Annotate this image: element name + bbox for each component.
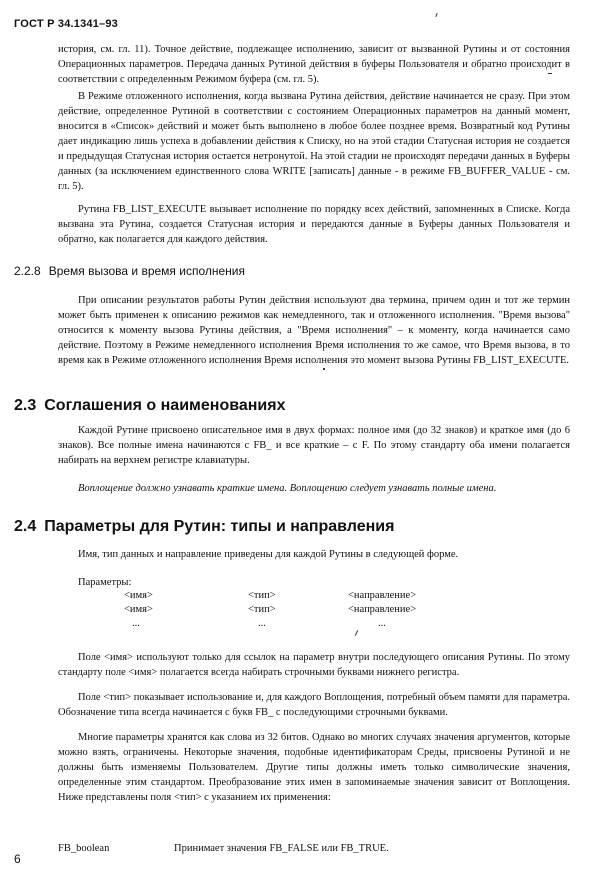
type-name: FB_boolean: [58, 843, 110, 854]
params-table: [124, 590, 416, 632]
section-title: Параметры для Рутин: типы и направления: [44, 518, 395, 535]
paragraph: При описании результатов работы Рутин действия используют два термина, причем один и тот же термин может быть применен к описанию режимов как немедленного, так и отложенного исполнения. "Время вызова" относится к моменту вызова Рутины действия, а "Время исполнения" – к моменту, когда начинается само действие. Поэтому в Режиме немедленного исполнения Время исполнения то же самое, что Время вызова, в то время как в Режиме отложенного исполнения Время исполнения это момент вызова Рутины FB_LIST_EXECUTE.: [58, 295, 570, 366]
section-heading: [14, 264, 245, 278]
paragraph: Поле <имя> используют только для ссылок на параметр внутри последующего описания Рутины. По этому стандарту поле <имя> полагается всегда набирать строчными буквами нижнего регистра.: [58, 652, 570, 678]
paragraph: Поле <тип> показывает использование и, для каждого Воплощения, потребный объем памяти для параметра. Обозначение типа всегда начинается с букв FB_ с последующими строчными буквами.: [58, 692, 570, 718]
param-name: <имя>: [124, 604, 153, 615]
param-name: <имя>: [124, 590, 153, 601]
section-number: 2.3: [14, 397, 37, 414]
paragraph: Воплощение должно узнавать краткие имена. Воплощению следует узнавать полные имена.: [78, 483, 497, 494]
params-block: [78, 576, 570, 632]
section-heading: [14, 397, 285, 415]
scan-mark: [435, 13, 437, 17]
section-heading: [14, 518, 394, 536]
paragraph: Каждой Рутине присвоено описательное имя в двух формах: полное имя (до 32 знаков) и краткое имя (до 6 знаков). Все полные имена начинаются с FB_ и все краткие – с F. По этому стандарту оба имени полагается набирать на верхнем регистре клавиатуры.: [58, 425, 570, 466]
table-row: [124, 590, 416, 604]
paragraph: Имя, тип данных и направление приведены для каждой Рутины в следующей форме.: [78, 549, 459, 560]
paragraph: Многие параметры хранятся как слова из 32 битов. Однако во многих случаях значения аргументов, которые можно взять, ограничены. Некоторые значения, подобные идентификаторам Среды, присвоены Рутиной и не должны быть изменяемы Пользователем. Другие типы должны иметь только символические значения, определенные этим стандартом. Преобразование этих имен в запоминаемые значения зависит от Воплощения. Ниже представлены поля <тип> с указанием их применения:: [58, 732, 570, 803]
section-body: [58, 423, 570, 496]
page-number: 6: [14, 852, 21, 866]
param-direction: <направление>: [348, 590, 417, 601]
section-body: [58, 547, 570, 805]
scan-mark: [323, 368, 325, 370]
section-title: Соглашения о наименованиях: [44, 397, 286, 414]
section-title: Время вызова и время исполнения: [48, 264, 246, 278]
section-number: 2.4: [14, 518, 37, 535]
paragraph: история, см. гл. 11). Точное действие, подлежащее исполнению, зависит от вызванной Рутины и от состояния Операционных параметров. Передача данных Рутиной действия в буферы Пользователя и обратно происходит в соответствии с определенным Режимом буфера (см. гл. 5).: [58, 44, 570, 85]
param-type: ...: [258, 618, 266, 629]
param-type: <тип>: [248, 604, 276, 615]
paragraph: Рутина FB_LIST_EXECUTE вызывает исполнение по порядку всех действий, запомненных в Списке. Когда вызвана эта Рутина, создается Статусная история и передаются данные в Буферы данных Пользователя и обратно, как полагается для каждого действия.: [58, 204, 570, 245]
table-row: [124, 618, 416, 632]
param-type: <тип>: [248, 590, 276, 601]
paragraph: В Режиме отложенного исполнения, когда вызвана Рутина действия, действие начинается не сразу. При этом действие, определенное Рутиной в соответствии с состоянием Операционных параметров на данный момент, вносится в «Список» действий и может быть выполнено в любое более позднее время. Возвратный код Рутины дает индикацию лишь успеха в добавлении действия к Списку, но на этой стадии Статусная история не создается и предыдущая Статусная история остается нетронутой. На этой стадии не происходят передачи данных в Буферы данных (за исключением единственного слова WRITE [записать] данные - в режиме FB_BUFFER_VALUE - см. гл. 5).: [58, 91, 570, 192]
type-description: Принимает значения FB_FALSE или FB_TRUE.: [174, 843, 389, 854]
param-name: ...: [132, 618, 140, 629]
type-definition: [58, 841, 389, 856]
section-body: [58, 293, 570, 368]
param-direction: <направление>: [348, 604, 417, 615]
params-label: Параметры:: [78, 577, 132, 588]
param-direction: ...: [378, 618, 386, 629]
scan-mark: [548, 73, 552, 74]
intro-block: [58, 42, 570, 247]
running-header: ГОСТ Р 34.1341–93: [14, 18, 119, 30]
section-number: 2.2.8: [14, 264, 41, 278]
table-row: [124, 604, 416, 618]
